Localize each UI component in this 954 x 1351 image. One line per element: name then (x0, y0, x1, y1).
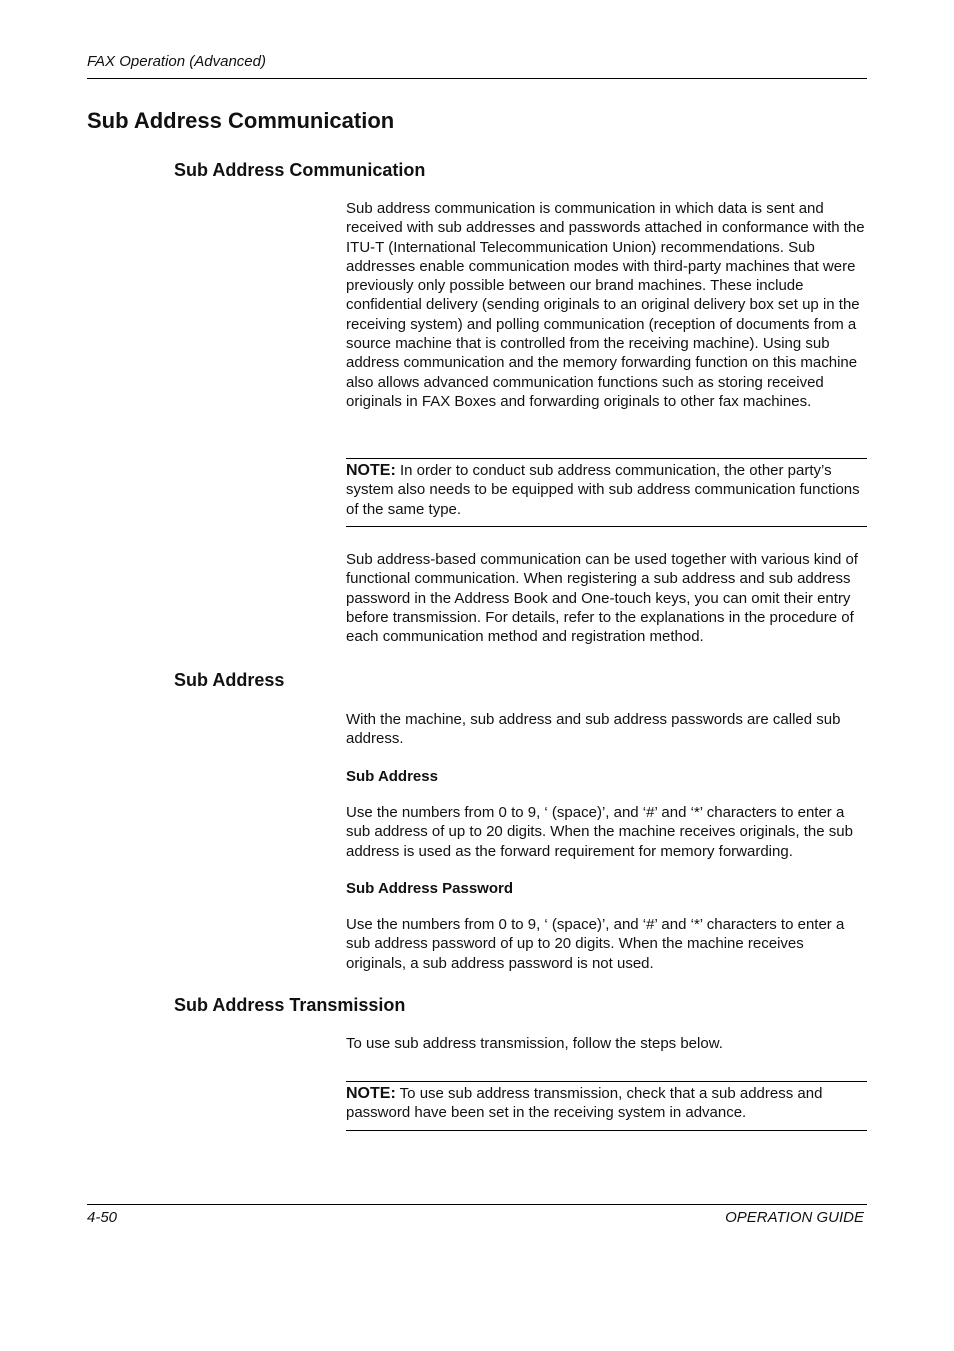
note-box-compatibility (346, 458, 867, 527)
note-box-transmission (346, 1081, 867, 1131)
page-title: Sub Address Communication (87, 108, 395, 133)
note-body: In order to conduct sub address communication, the other party’s system also needs to be equipped with sub address communication functions of the same type. (346, 462, 860, 518)
header-divider (87, 78, 867, 79)
note-text (346, 459, 867, 519)
subheading-sub-address-password: Sub Address Password (346, 880, 513, 897)
paragraph-sub-address-rules: Use the numbers from 0 to 9, ‘ (space)’, and ‘#’ and ‘*’ characters to enter a sub address of up to 20 digits. When the machine receives originals, the sub address is used as the forward requirement for memory forwarding. (346, 804, 853, 860)
paragraph-combined-communication: Sub address-based communication can be used together with various kind of functional communication. When registering a sub address and sub address password in the Address Book and One-touch keys, you can omit their entry before transmission. For details, refer to the explanations in the procedure of each communication method and registration method. (346, 551, 858, 646)
page-number: 4-50 (87, 1209, 118, 1226)
section-heading-sub-address: Sub Address (174, 670, 285, 690)
running-header: FAX Operation (Advanced) (87, 53, 266, 70)
note-text (346, 1082, 867, 1123)
note-label: NOTE: (346, 462, 396, 479)
paragraph-sub-address-overview: Sub address communication is communication in which data is sent and received with sub addresses and passwords attached in conformance with the ITU-T (International Telecommunication Union) recommendations. Sub addresses enable communication modes with third-party machines that were previously only possible between our brand machines. These include confidential delivery (sending originals to an original delivery box set up in the receiving system) and polling communication (reception of documents from a source machine that is controlled from the receiving machine). Using sub address communication and the memory forwarding function on this machine also allows advanced communication functions such as storing received originals in FAX Boxes and forwarding originals to other fax machines. (346, 200, 865, 410)
section-heading-sub-address-communication: Sub Address Communication (174, 160, 426, 180)
subheading-sub-address: Sub Address (346, 768, 438, 785)
section-heading-sub-address-transmission: Sub Address Transmission (174, 995, 406, 1015)
guide-name: OPERATION GUIDE (725, 1209, 864, 1226)
paragraph-password-rules: Use the numbers from 0 to 9, ‘ (space)’, and ‘#’ and ‘*’ characters to enter a sub address password of up to 20 digits. When the machine receives originals, a sub address password is not used. (346, 916, 845, 972)
note-label: NOTE: (346, 1085, 396, 1102)
paragraph-transmission-intro: To use sub address transmission, follow the steps below. (346, 1035, 723, 1052)
footer-divider (87, 1204, 867, 1205)
note-body: To use sub address transmission, check that a sub address and password have been set in the receiving system in advance. (346, 1085, 823, 1122)
paragraph-sub-address-intro: With the machine, sub address and sub address passwords are called sub address. (346, 711, 841, 748)
